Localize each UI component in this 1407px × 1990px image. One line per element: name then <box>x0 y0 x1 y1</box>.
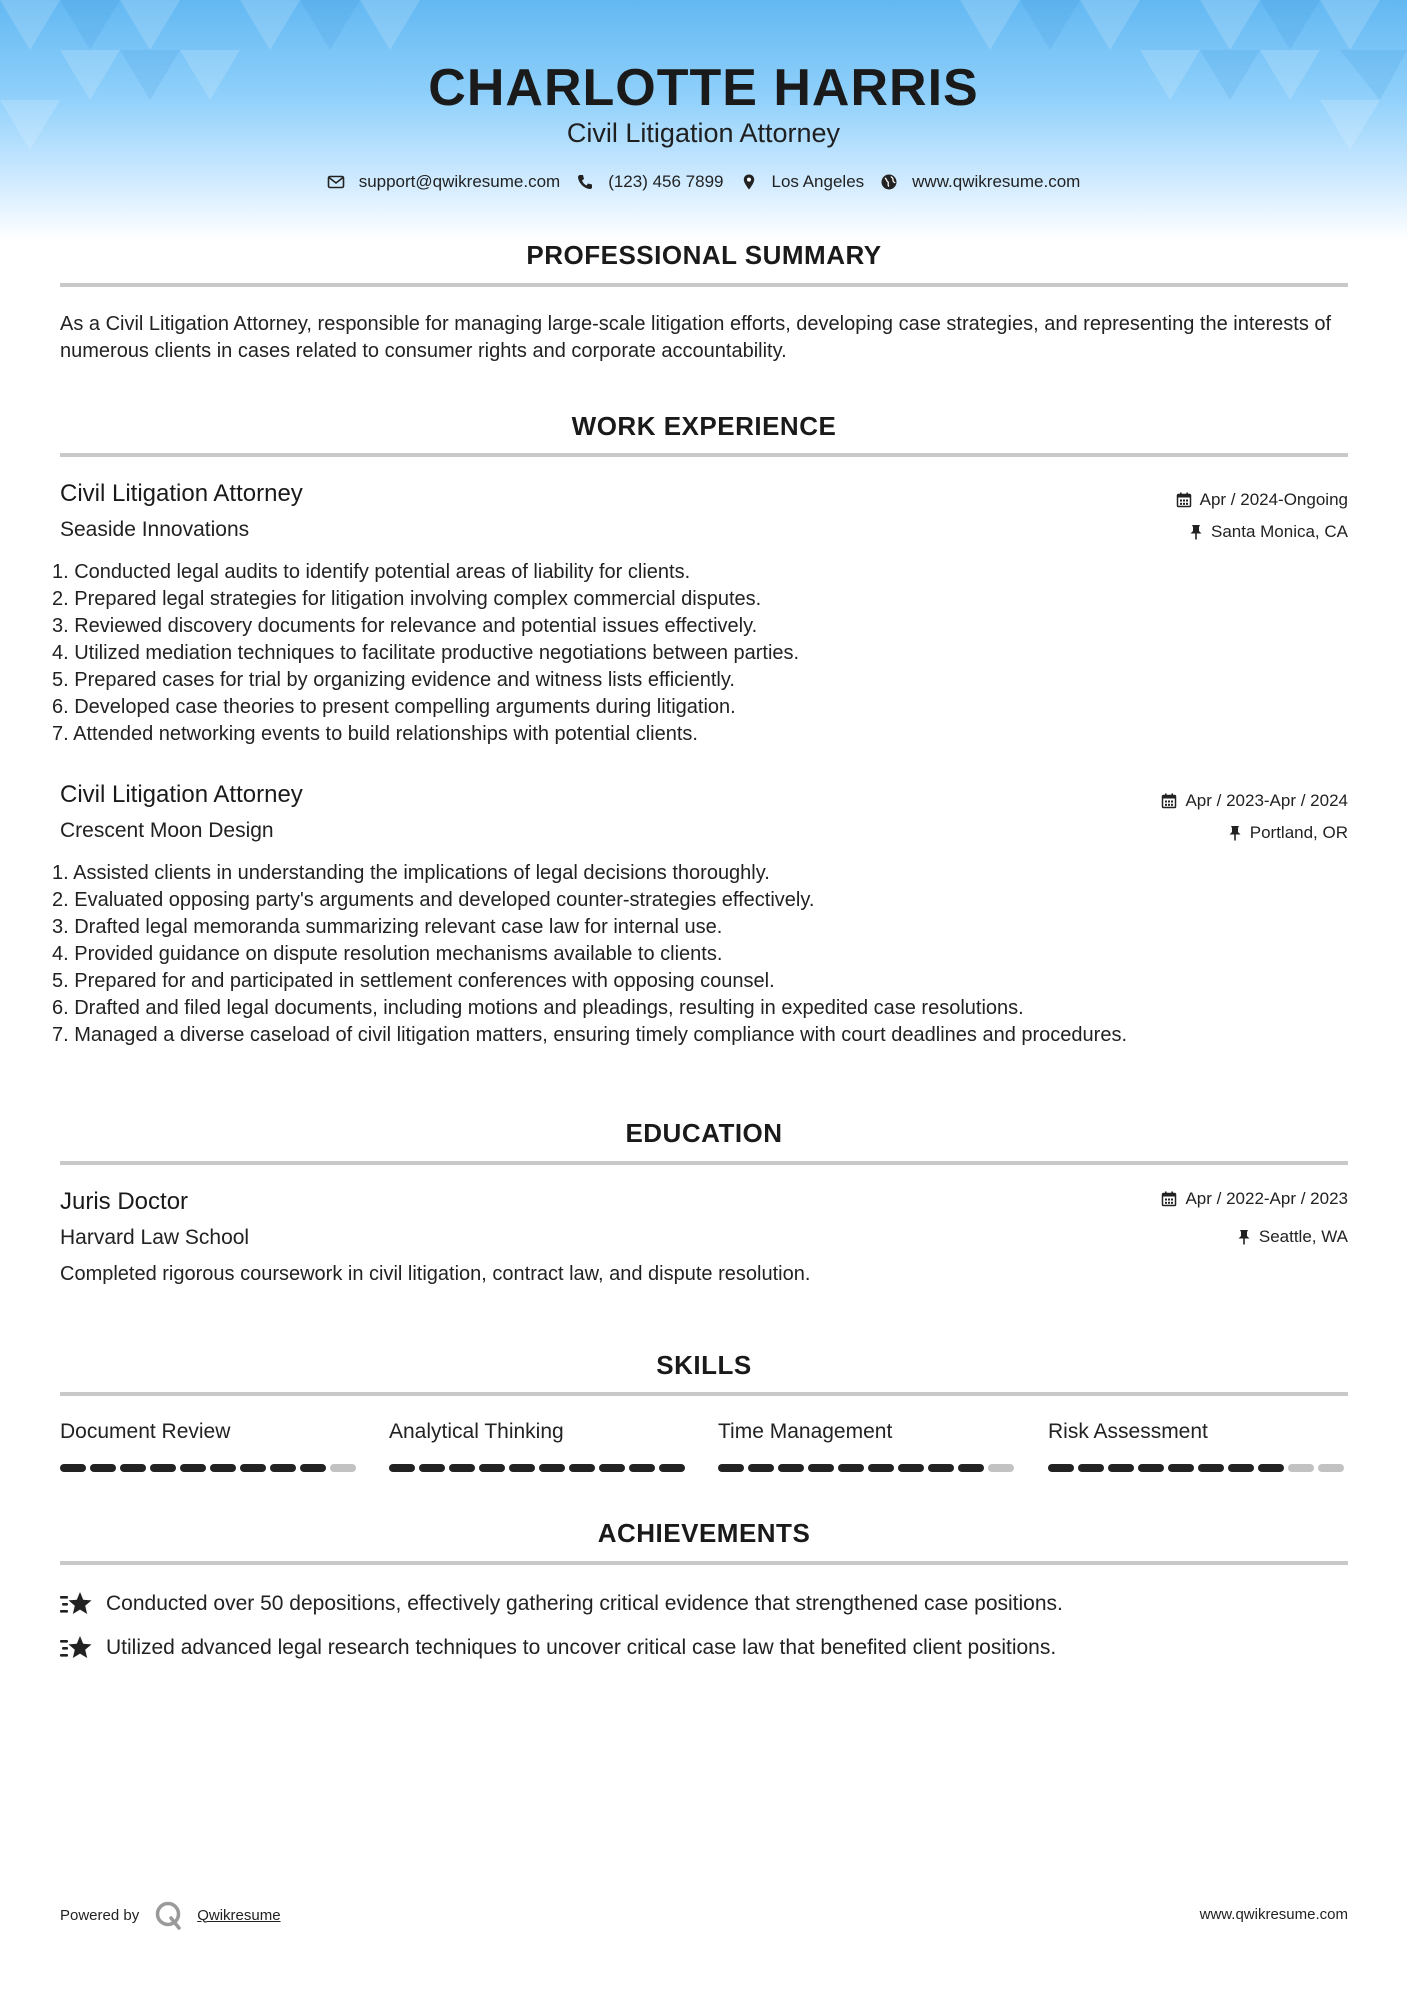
candidate-title: Civil Litigation Attorney <box>566 118 841 148</box>
education-divider <box>60 1161 1348 1165</box>
pushpin-icon <box>1189 524 1203 540</box>
skill-item <box>1048 1420 1348 1472</box>
skill-dot-filled <box>120 1464 146 1472</box>
list-item: 1. Assisted clients in understanding the implications of legal decisions thoroughly. <box>52 862 770 884</box>
skill-dot-filled <box>60 1464 86 1472</box>
list-item: 5. Prepared for and participated in settlement conferences with opposing counsel. <box>52 970 775 992</box>
skill-dot-filled <box>270 1464 296 1472</box>
job-1-dates-text: Apr / 2024-Ongoing <box>1199 490 1348 509</box>
skill-dot-filled <box>778 1464 804 1472</box>
powered-by-label: Powered by <box>60 1906 140 1924</box>
skill-dot-filled <box>748 1464 774 1472</box>
phone-icon <box>576 173 594 191</box>
list-item: 2. Prepared legal strategies for litigation involving complex commercial disputes. <box>52 588 762 610</box>
education-heading: EDUCATION <box>625 1118 783 1148</box>
experience-heading: WORK EXPERIENCE <box>571 411 837 441</box>
calendar-icon <box>1161 793 1177 809</box>
footer-powered-by <box>60 1900 281 1930</box>
list-item: 3. Reviewed discovery documents for relevance and potential issues effectively. <box>52 615 758 637</box>
skill-dot-filled <box>599 1464 625 1472</box>
skill-dot-filled <box>90 1464 116 1472</box>
envelope-icon <box>327 173 345 191</box>
skill-dot-filled <box>808 1464 834 1472</box>
list-item: 7. Managed a diverse caseload of civil litigation matters, ensuring timely compliance with court deadlines and procedures. <box>52 1024 1128 1046</box>
education-location <box>1237 1227 1348 1247</box>
skill-dot-filled <box>479 1464 505 1472</box>
job-2-title: Civil Litigation Attorney <box>60 781 303 808</box>
qwikresume-logo-icon <box>153 1900 183 1930</box>
education-degree: Juris Doctor <box>60 1188 189 1215</box>
skill-dot-filled <box>1078 1464 1104 1472</box>
job-1-dates <box>1176 490 1348 510</box>
job-1-responsibilities <box>52 559 1352 748</box>
skill-dot-filled <box>1168 1464 1194 1472</box>
skill-dot-filled <box>539 1464 565 1472</box>
skill-dot-filled <box>898 1464 924 1472</box>
contact-bar <box>0 172 1407 192</box>
skill-name: Document Review <box>60 1420 231 1443</box>
pushpin-icon <box>1228 825 1242 841</box>
skill-dot-filled <box>718 1464 744 1472</box>
contact-email-text: support@qwikresume.com <box>358 172 561 191</box>
list-item: 3. Drafted legal memoranda summarizing relevant case law for internal use. <box>52 916 723 938</box>
summary-divider <box>60 283 1348 287</box>
star-icon <box>60 1634 92 1662</box>
contact-phone[interactable] <box>576 172 723 192</box>
job-2-company: Crescent Moon Design <box>60 819 274 842</box>
education-description: Completed rigorous coursework in civil litigation, contract law, and dispute resolution. <box>60 1263 811 1285</box>
skill-name: Risk Assessment <box>1048 1420 1208 1443</box>
skill-dot-filled <box>958 1464 984 1472</box>
skill-name: Analytical Thinking <box>389 1420 564 1443</box>
skill-dot-filled <box>1258 1464 1284 1472</box>
summary-heading: PROFESSIONAL SUMMARY <box>526 240 882 270</box>
skill-dot-filled <box>1108 1464 1134 1472</box>
skill-dot-filled <box>569 1464 595 1472</box>
pushpin-icon <box>1237 1229 1251 1245</box>
skills-heading: SKILLS <box>656 1350 752 1380</box>
achievement-item <box>60 1590 1348 1618</box>
skill-dot-empty <box>988 1464 1014 1472</box>
education-dates-text: Apr / 2022-Apr / 2023 <box>1185 1189 1348 1208</box>
contact-location <box>740 172 865 192</box>
skill-item <box>718 1420 1018 1472</box>
skill-item <box>389 1420 689 1472</box>
skill-name: Time Management <box>718 1420 893 1443</box>
list-item: 5. Prepared cases for trial by organizing evidence and witness lists efficiently. <box>52 669 735 691</box>
skill-dot-filled <box>509 1464 535 1472</box>
education-location-text: Seattle, WA <box>1258 1227 1348 1246</box>
skill-item <box>60 1420 360 1472</box>
contact-email[interactable] <box>327 172 561 192</box>
skill-rating <box>718 1464 1018 1472</box>
skill-dot-filled <box>1198 1464 1224 1472</box>
job-2-responsibilities <box>52 860 1352 1049</box>
contact-website-text: www.qwikresume.com <box>912 172 1081 191</box>
skill-dot-empty <box>1288 1464 1314 1472</box>
education-school: Harvard Law School <box>60 1226 250 1249</box>
job-1-title: Civil Litigation Attorney <box>60 480 303 507</box>
skill-dot-filled <box>300 1464 326 1472</box>
skill-rating <box>60 1464 360 1472</box>
summary-text: As a Civil Litigation Attorney, responsible for managing large-scale litigation efforts, developing case strategies, and representing the interests of numerous clients in cases related to consumer rights and corporate accountability. <box>60 313 1332 362</box>
achievement-item <box>60 1634 1348 1662</box>
job-1-location <box>1189 522 1348 542</box>
candidate-name: CHARLOTTE HARRIS <box>428 59 979 117</box>
job-1-location-text: Santa Monica, CA <box>1210 522 1348 541</box>
list-item: 2. Evaluated opposing party's arguments and developed counter-strategies effectively. <box>52 889 815 911</box>
skill-rating <box>1048 1464 1348 1472</box>
skill-rating <box>389 1464 689 1472</box>
skill-dot-filled <box>1048 1464 1074 1472</box>
job-2-dates <box>1161 791 1348 811</box>
achievement-text: Conducted over 50 depositions, effectively gathering critical evidence that strengthened case positions. <box>106 1592 1063 1615</box>
achievement-text: Utilized advanced legal research techniques to uncover critical case law that benefited client positions. <box>106 1636 1057 1659</box>
skill-dot-filled <box>150 1464 176 1472</box>
contact-phone-text: (123) 456 7899 <box>608 172 724 191</box>
education-dates <box>1161 1189 1348 1209</box>
job-2-location-text: Portland, OR <box>1249 823 1348 842</box>
skill-dot-filled <box>659 1464 685 1472</box>
calendar-icon <box>1176 492 1192 508</box>
skill-dot-filled <box>1138 1464 1164 1472</box>
list-item: 6. Drafted and filed legal documents, including motions and pleadings, resulting in expedited case resolutions. <box>52 997 1024 1019</box>
skill-dot-empty <box>1318 1464 1344 1472</box>
achievements-heading: ACHIEVEMENTS <box>597 1518 811 1548</box>
contact-location-text: Los Angeles <box>771 172 865 191</box>
skill-dot-filled <box>180 1464 206 1472</box>
skill-dot-filled <box>240 1464 266 1472</box>
globe-icon <box>880 173 898 191</box>
skill-dot-filled <box>629 1464 655 1472</box>
skill-dot-filled <box>449 1464 475 1472</box>
star-icon <box>60 1590 92 1618</box>
achievements-divider <box>60 1561 1348 1565</box>
skill-dot-filled <box>868 1464 894 1472</box>
skills-divider <box>60 1392 1348 1396</box>
skill-dot-filled <box>928 1464 954 1472</box>
list-item: 4. Utilized mediation techniques to facilitate productive negotiations between parties. <box>52 642 800 664</box>
skill-dot-empty <box>330 1464 356 1472</box>
skill-dot-filled <box>1228 1464 1254 1472</box>
skill-dot-filled <box>838 1464 864 1472</box>
calendar-icon <box>1161 1191 1177 1207</box>
skill-dot-filled <box>389 1464 415 1472</box>
list-item: 6. Developed case theories to present compelling arguments during litigation. <box>52 696 736 718</box>
job-1-company: Seaside Innovations <box>60 518 250 541</box>
footer-url[interactable]: www.qwikresume.com <box>1199 1906 1348 1923</box>
qwikresume-link[interactable]: Qwikresume <box>197 1906 281 1924</box>
experience-divider <box>60 453 1348 457</box>
contact-website[interactable] <box>880 172 1080 192</box>
job-2-location <box>1228 823 1348 843</box>
list-item: 4. Provided guidance on dispute resolution mechanisms available to clients. <box>52 943 723 965</box>
skill-dot-filled <box>210 1464 236 1472</box>
skill-dot-filled <box>419 1464 445 1472</box>
list-item: 1. Conducted legal audits to identify potential areas of liability for clients. <box>52 561 691 583</box>
list-item: 7. Attended networking events to build relationships with potential clients. <box>52 723 698 745</box>
job-2-dates-text: Apr / 2023-Apr / 2024 <box>1185 791 1348 810</box>
map-marker-icon <box>740 173 758 191</box>
